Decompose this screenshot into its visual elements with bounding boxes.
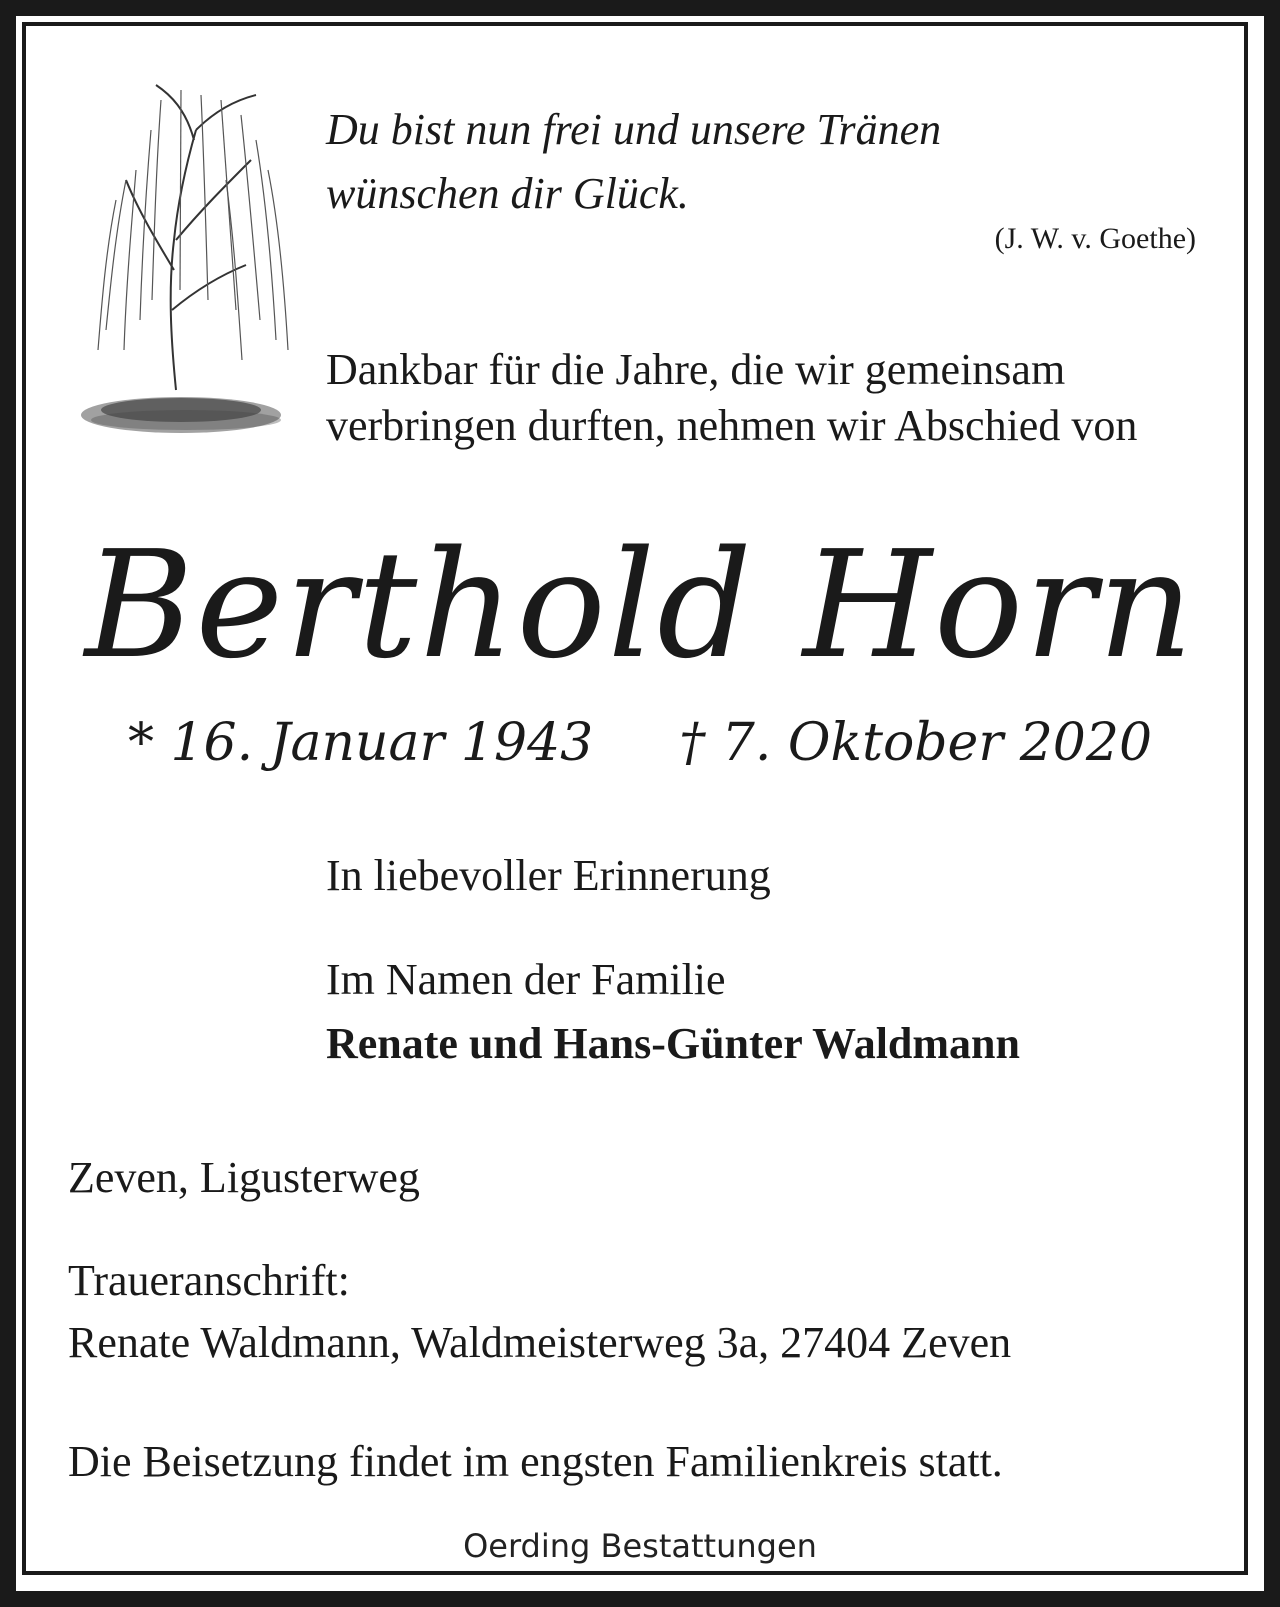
deceased-name: Berthold Horn bbox=[84, 519, 1196, 691]
memory-line: In liebevoller Erinnerung bbox=[326, 851, 771, 900]
family-names: Renate und Hans-Günter Waldmann bbox=[326, 1019, 1020, 1068]
quote-author: (J. W. v. Goethe) bbox=[994, 222, 1196, 255]
mourning-address bbox=[68, 1250, 1011, 1374]
death-date: † 7. Oktober 2020 bbox=[679, 713, 1153, 773]
funeral-note: Die Beisetzung findet im engsten Familienkreis statt. bbox=[68, 1437, 1003, 1486]
mourning-address-value: Renate Waldmann, Waldmeisterweg 3a, 27404 Zeven bbox=[68, 1318, 1012, 1367]
quote-line-2: wünschen dir Glück. bbox=[326, 169, 689, 218]
undertaker: Oerding Bestattungen bbox=[463, 1527, 817, 1565]
quote bbox=[326, 98, 941, 226]
birth-date: * 16. Januar 1943 bbox=[127, 713, 594, 773]
quote-line-1: Du bist nun frei und unsere Tränen bbox=[326, 105, 942, 154]
weeping-willow-icon bbox=[76, 70, 306, 470]
mourning-address-label: Traueranschrift: bbox=[68, 1256, 350, 1305]
intro-line-1: Dankbar für die Jahre, die wir gemeinsam bbox=[326, 345, 1066, 394]
family-intro: Im Namen der Familie bbox=[326, 955, 726, 1004]
intro-text bbox=[326, 342, 1137, 454]
family-block bbox=[326, 948, 1020, 1076]
location: Zeven, Ligusterweg bbox=[68, 1153, 420, 1202]
life-dates bbox=[0, 708, 1280, 778]
intro-line-2: verbringen durften, nehmen wir Abschied von bbox=[326, 401, 1138, 450]
